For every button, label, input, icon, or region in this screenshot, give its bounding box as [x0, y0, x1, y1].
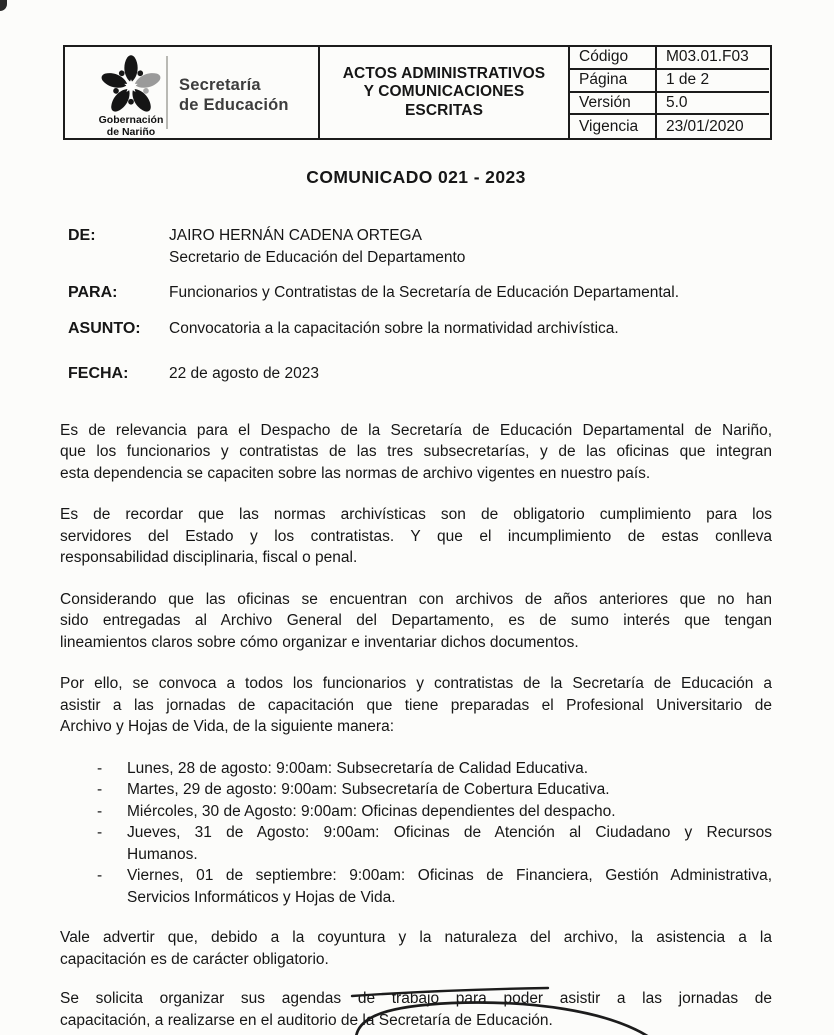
- brand-entity-name: Secretaría de Educación: [179, 76, 289, 114]
- list-item: - Viernes, 01 de septiembre: 9:00am: Oficinas de Financiera, Gestión Administrativa, Servicios Informáticos y Hojas de Vida.: [60, 865, 772, 908]
- document-type-title: ACTOS ADMINISTRATIVOS Y COMUNICACIONES ESCRITAS: [320, 47, 570, 138]
- brand-divider: [166, 56, 168, 129]
- meta-label-pagina: Página: [570, 70, 657, 93]
- field-fecha: [60, 363, 772, 385]
- meta-label-version: Versión: [570, 93, 657, 116]
- meta-label-vigencia: Vigencia: [570, 115, 657, 138]
- body-paragraphs: [60, 420, 772, 1032]
- document-body: [0, 167, 834, 1031]
- paragraph: Considerando que las oficinas se encuentran con archivos de años anteriores que no han sido entregadas al Archivo General del Departamento, es de sumo interés que tengan lineamientos claros sobre cómo organizar e inventariar dichos documentos.: [60, 590, 772, 651]
- header-table: [63, 45, 772, 140]
- field-label-asunto: ASUNTO:: [68, 319, 141, 337]
- list-item: - Martes, 29 de agosto: 9:00am: Subsecretaría de Cobertura Educativa.: [60, 779, 772, 801]
- list-marker: -: [97, 867, 103, 884]
- list-item: - Lunes, 28 de agosto: 9:00am: Subsecretaría de Calidad Educativa.: [60, 758, 772, 780]
- meta-label-codigo: Código: [570, 47, 657, 70]
- list-marker: -: [97, 802, 103, 820]
- paragraph: Se solicita organizar sus agendas de trabajo para poder asistir a las jornadas de capacitación, a realizarse en el auditorio de la Secretaría de Educación.: [60, 990, 772, 1029]
- field-de: [60, 225, 772, 268]
- field-label-fecha: FECHA:: [68, 365, 129, 382]
- field-label-para: PARA:: [68, 284, 118, 301]
- star-figures-icon: [95, 50, 167, 116]
- paragraph: Es de recordar que las normas archivísticas son de obligatorio cumplimiento para los servidores del Estado y los contratistas. Y que el incumplimiento de estas conlleva responsabilidad disciplinaria, fiscal o penal.: [60, 506, 772, 566]
- meta-value-vigencia: 23/01/2020: [666, 117, 744, 135]
- list-marker: -: [97, 824, 103, 841]
- field-value-fecha: 22 de agosto de 2023: [169, 365, 319, 382]
- list-marker: -: [97, 781, 103, 798]
- paragraph: Por ello, se convoca a todos los funcionarios y contratistas de la Secretaría de Educación a asistir a las jornadas de capacitación que tiene preparadas el Profesional Universitario de Archivo y Hojas de Vida, de la siguiente manera:: [60, 675, 772, 735]
- field-value-para: Funcionarios y Contratistas de la Secretaría de Educación Departamental.: [169, 284, 680, 301]
- memo-fields: [60, 225, 772, 385]
- paragraph: Vale advertir que, debido a la coyuntura y la naturaleza del archivo, la asistencia a la capacitación es de carácter obligatorio.: [60, 929, 772, 968]
- field-asunto: [60, 318, 772, 340]
- closing-paragraphs: [60, 927, 772, 1031]
- field-value-de: JAIRO HERNÁN CADENA ORTEGA Secretario de Educación del Departamento: [169, 227, 466, 266]
- field-label-de: DE:: [68, 227, 96, 244]
- field-para: [60, 282, 772, 304]
- brand-cell: [65, 47, 320, 138]
- list-item: - Miércoles, 30 de Agosto: 9:00am: Oficinas dependientes del despacho.: [60, 801, 772, 823]
- meta-value-version: 5.0: [657, 93, 769, 116]
- meta-value-pagina: 1 de 2: [657, 70, 769, 93]
- page-title: COMUNICADO 021 - 2023: [306, 167, 526, 187]
- paragraph: Es de relevancia para el Despacho de la Secretaría de Educación Departamental de Nariño, que los funcionarios y contratistas de las tres subsecretarías, y de las oficinas que integran esta dependencia se capaciten sobre las normas de archivo vigentes en nuestro país.: [60, 421, 772, 482]
- scan-corner-artifact: [0, 0, 7, 11]
- list-marker: -: [97, 759, 103, 777]
- field-value-asunto: Convocatoria a la capacitación sobre la normatividad archivística.: [169, 319, 619, 337]
- list-item: - Jueves, 31 de Agosto: 9:00am: Oficinas de Atención al Ciudadano y Recursos Humanos.: [60, 822, 772, 865]
- brand-org-name: Gobernación de Nariño: [98, 114, 164, 138]
- meta-value-codigo: M03.01.F03: [657, 47, 769, 70]
- training-schedule-list: [60, 758, 772, 909]
